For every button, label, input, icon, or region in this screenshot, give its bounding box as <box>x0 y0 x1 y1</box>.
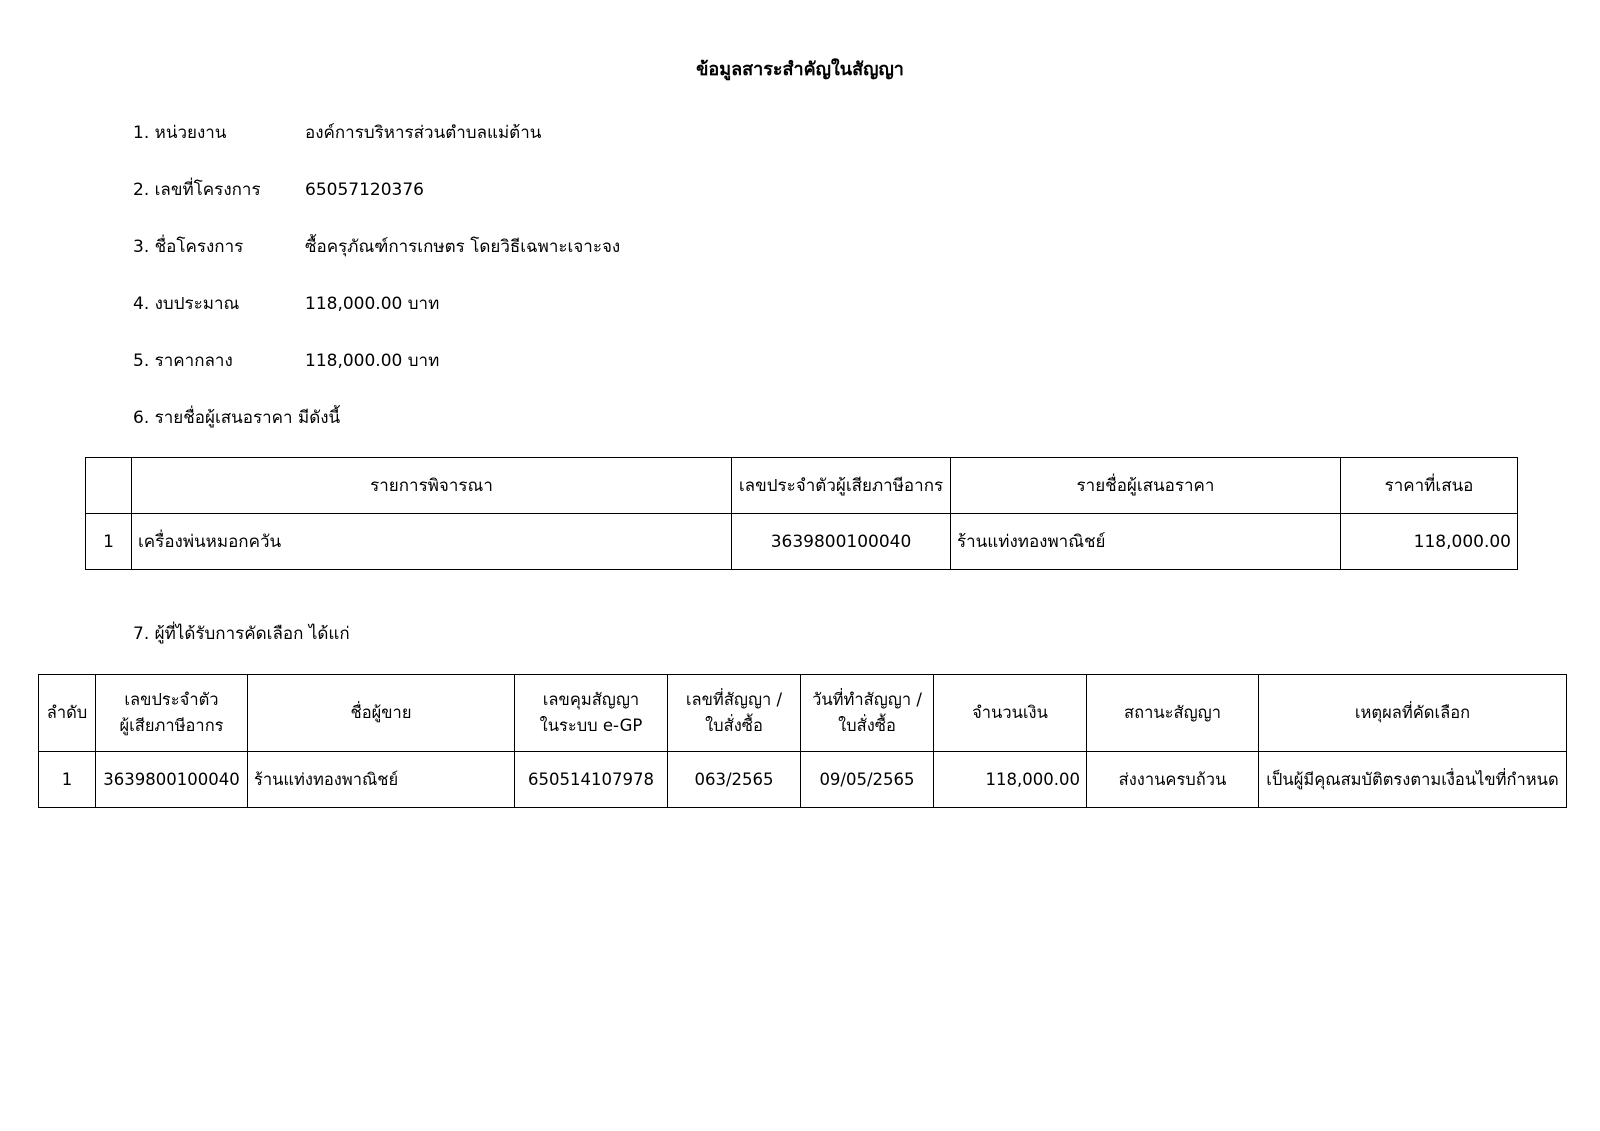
header-control-no-line1: เลขคุมสัญญา <box>542 690 640 709</box>
winners-section-label: 7. ผู้ที่ได้รับการคัดเลือก ได้แก่ <box>133 624 350 644</box>
header-bidder: รายชื่อผู้เสนอราคา <box>951 458 1341 514</box>
header-price: ราคาที่เสนอ <box>1341 458 1518 514</box>
cell-no: 1 <box>86 514 132 570</box>
header-reason: เหตุผลที่คัดเลือก <box>1259 675 1567 752</box>
bidders-section-label: 6. รายชื่อผู้เสนอราคา มีดังนี้ <box>133 408 341 428</box>
cell-reason: เป็นผู้มีคุณสมบัติตรงตามเงื่อนไขที่กำหนด <box>1259 752 1567 808</box>
header-amount: จำนวนเงิน <box>934 675 1087 752</box>
field-label: 3. ชื่อโครงการ <box>133 237 244 257</box>
field-label: 1. หน่วยงาน <box>133 123 227 143</box>
table-row <box>86 514 1518 570</box>
cell-status: ส่งงานครบถ้วน <box>1087 752 1259 808</box>
field-label: 2. เลขที่โครงการ <box>133 180 261 200</box>
cell-control-no: 650514107978 <box>515 752 668 808</box>
header-control-no <box>515 675 668 752</box>
table-header-row <box>39 675 1567 752</box>
winners-table <box>38 674 1567 808</box>
field-value: องค์การบริหารส่วนตำบลแม่ต้าน <box>305 123 542 143</box>
header-no: ลำดับ <box>39 675 96 752</box>
field-value: 118,000.00 บาท <box>305 294 440 314</box>
table-row <box>39 752 1567 808</box>
header-contract-no <box>668 675 801 752</box>
header-tax-id-line1: เลขประจำตัว <box>124 690 219 709</box>
cell-amount: 118,000.00 <box>934 752 1087 808</box>
cell-contract-no: 063/2565 <box>668 752 801 808</box>
cell-tax-id: 3639800100040 <box>96 752 248 808</box>
field-label: 5. ราคากลาง <box>133 351 233 371</box>
header-item: รายการพิจารณา <box>132 458 732 514</box>
cell-contract-date: 09/05/2565 <box>801 752 934 808</box>
cell-seller: ร้านแท่งทองพาณิชย์ <box>248 752 515 808</box>
cell-no: 1 <box>39 752 96 808</box>
cell-price: 118,000.00 <box>1341 514 1518 570</box>
header-contract-no-line1: เลขที่สัญญา / <box>685 690 783 709</box>
bidders-table <box>85 457 1518 570</box>
header-contract-date <box>801 675 934 752</box>
header-seller: ชื่อผู้ขาย <box>248 675 515 752</box>
header-contract-date-line2: ใบสั่งซื้อ <box>838 716 896 735</box>
cell-item: เครื่องพ่นหมอกควัน <box>132 514 732 570</box>
header-tax-id <box>96 675 248 752</box>
header-status: สถานะสัญญา <box>1087 675 1259 752</box>
field-value: 65057120376 <box>305 180 424 200</box>
field-value: 118,000.00 บาท <box>305 351 440 371</box>
header-contract-date-line1: วันที่ทำสัญญา / <box>812 690 922 709</box>
document-title: ข้อมูลสาระสำคัญในสัญญา <box>696 59 904 80</box>
field-label: 4. งบประมาณ <box>133 294 240 314</box>
header-control-no-line2: ในระบบ e-GP <box>539 716 643 735</box>
header-no <box>86 458 132 514</box>
header-tax-id-line2: ผู้เสียภาษีอากร <box>119 716 224 735</box>
header-contract-no-line2: ใบสั่งซื้อ <box>705 716 763 735</box>
cell-tax-id: 3639800100040 <box>732 514 951 570</box>
field-value: ซื้อครุภัณฑ์การเกษตร โดยวิธีเฉพาะเจาะจง <box>305 237 621 257</box>
header-tax-id: เลขประจำตัวผู้เสียภาษีอากร <box>732 458 951 514</box>
table-header-row <box>86 458 1518 514</box>
cell-bidder: ร้านแท่งทองพาณิชย์ <box>951 514 1341 570</box>
